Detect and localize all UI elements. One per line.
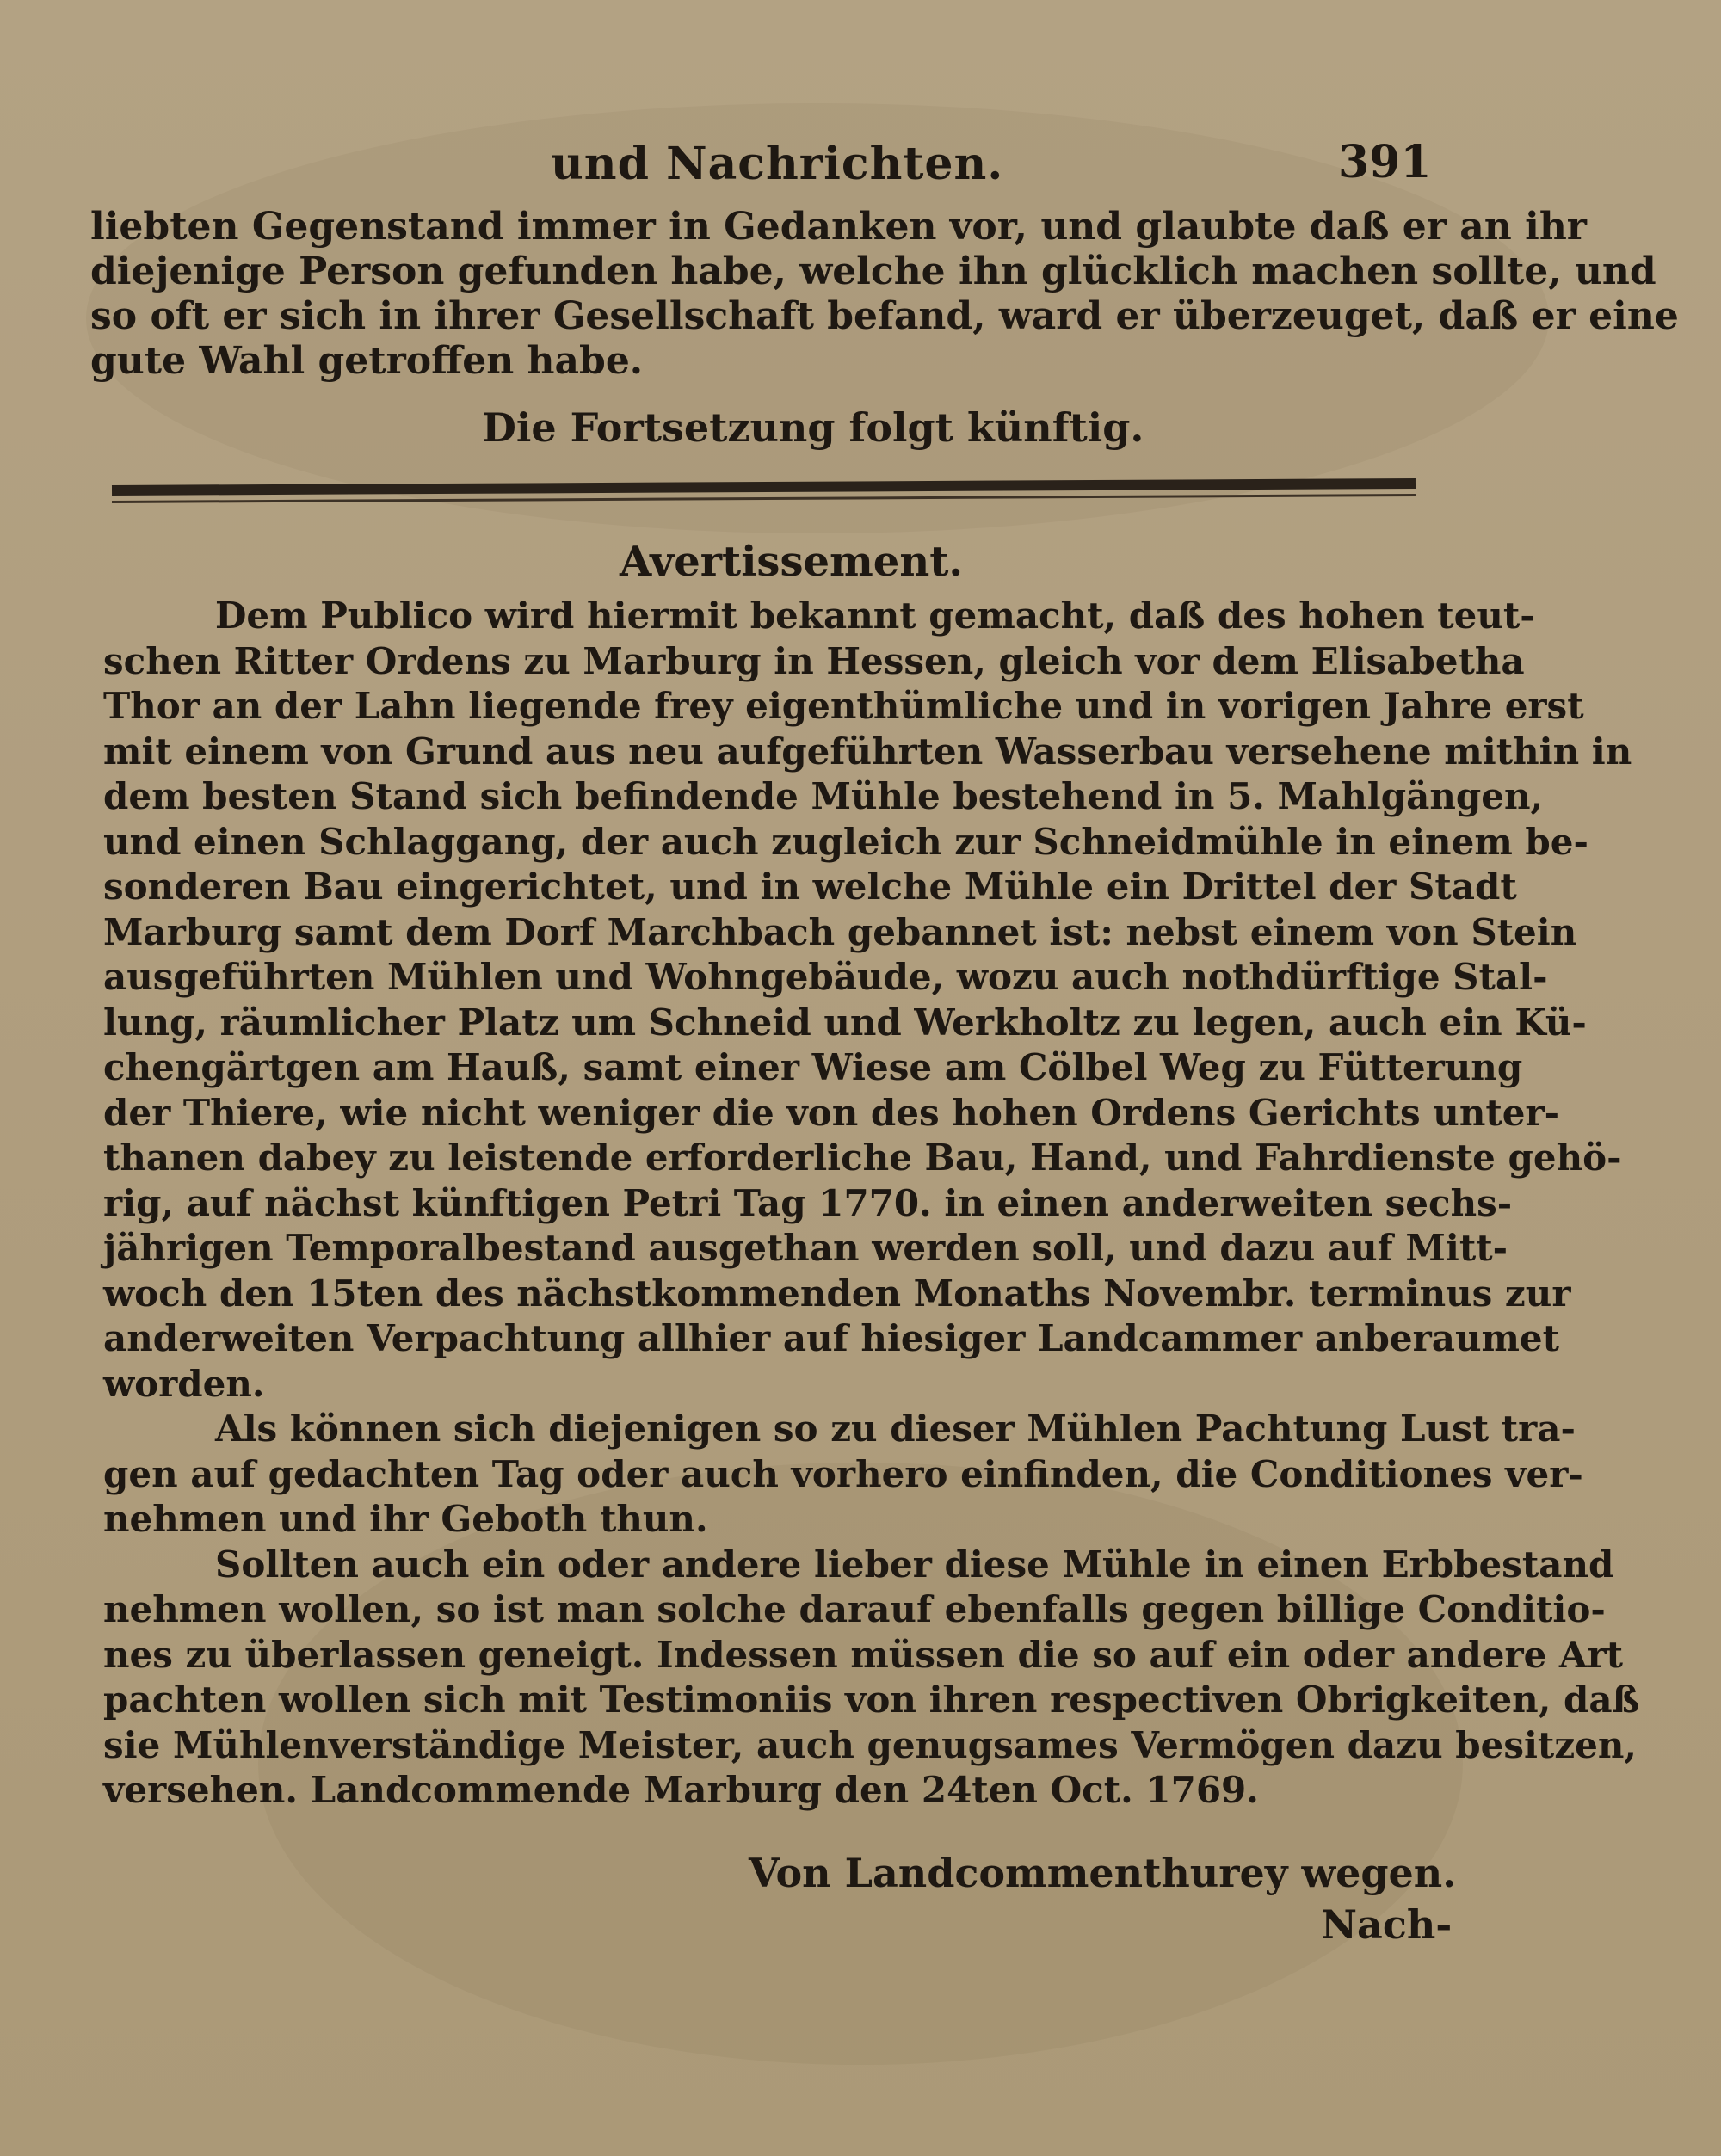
text-line: jährigen Temporalbestand ausgethan werden soll, und dazu auf Mitt-	[103, 1227, 1508, 1269]
text-line: rig, auf nächst künftigen Petri Tag 1770. in einen anderweiten sechs-	[103, 1181, 1513, 1224]
text-line: woch den 15ten des nächstkommenden Monaths Novembr. terminus zur	[103, 1272, 1571, 1315]
continued-note: Die Fortsetzung folgt künftig.	[482, 404, 1144, 451]
text-line: gen auf gedachten Tag oder auch vorhero einfinden, die Conditiones ver-	[103, 1452, 1583, 1495]
text-line: sonderen Bau eingerichtet, und in welche Mühle ein Drittel der Stadt	[103, 865, 1517, 908]
section-divider-thin	[112, 494, 1416, 503]
text-line: Marburg samt dem Dorf Marchbach gebannet ist: nebst einem von Stein	[103, 910, 1577, 953]
text-line: nehmen wollen, so ist man solche darauf ebenfalls gegen billige Conditio-	[103, 1588, 1606, 1630]
advert-heading: Avertissement.	[620, 538, 964, 586]
text-line: anderweiten Verpachtung allhier auf hiesiger Landcammer anberaumet	[103, 1317, 1560, 1359]
story-continuation	[90, 205, 1679, 384]
text-line: Thor an der Lahn liegende frey eigenthümliche und in vorigen Jahre erst	[103, 685, 1584, 727]
text-line: worden.	[103, 1362, 265, 1405]
advert-signature: Von Landcommenthurey wegen.	[749, 1850, 1457, 1896]
text-line: sie Mühlenverständige Meister, auch genugsames Vermögen dazu besitzen,	[103, 1723, 1638, 1766]
text-line: liebten Gegenstand immer in Gedanken vor, und glaubte daß er an ihr	[90, 205, 1587, 249]
text-line: Dem Publico wird hiermit bekannt gemacht, daß des hohen teut-	[215, 594, 1535, 637]
section-divider	[112, 478, 1416, 496]
text-line: pachten wollen sich mit Testimoniis von ihren respectiven Obrigkeiten, daß	[103, 1679, 1640, 1721]
text-line: diejenige Person gefunden habe, welche ihn glücklich machen sollte, und	[90, 249, 1656, 293]
text-line: thanen dabey zu leistende erforderliche Bau, Hand, und Fahrdienste gehö-	[103, 1137, 1622, 1179]
catchword: Nach-	[1321, 1901, 1453, 1948]
text-line: so oft er sich in ihrer Gesellschaft befand, ward er überzeuget, daß er eine	[90, 294, 1679, 338]
text-line: schen Ritter Ordens zu Marburg in Hessen, gleich vor dem Elisabetha	[103, 639, 1525, 682]
text-line: ausgeführten Mühlen und Wohngebäude, wozu auch nothdürftige Stal-	[103, 956, 1548, 998]
advert-body	[103, 594, 1640, 1814]
text-line: nes zu überlassen geneigt. Indessen müssen die so auf ein oder andere Art	[103, 1633, 1624, 1676]
text-line: chengärtgen am Hauß, samt einer Wiese am Cölbel Weg zu Fütterung	[103, 1046, 1523, 1088]
text-line: und einen Schlaggang, der auch zugleich zur Schneidmühle in einem be-	[103, 820, 1588, 863]
text-line: lung, räumlicher Platz um Schneid und Werkholtz zu legen, auch ein Kü-	[103, 1001, 1587, 1044]
running-head: und Nachrichten.	[551, 138, 1004, 190]
text-line: dem besten Stand sich befindende Mühle bestehend in 5. Mahlgängen,	[103, 775, 1544, 817]
text-line: mit einem von Grund aus neu aufgeführten Wasserbau versehene mithin in	[103, 730, 1632, 773]
text-line: nehmen und ihr Geboth thun.	[103, 1498, 708, 1540]
text-line: Sollten auch ein oder andere lieber diese Mühle in einen Erbbestand	[215, 1543, 1614, 1586]
text-line: gute Wahl getroffen habe.	[90, 339, 644, 383]
text-line: Als können sich diejenigen so zu dieser Mühlen Pachtung Lust tra-	[215, 1408, 1576, 1450]
text-line: versehen. Landcommende Marburg den 24ten Oct. 1769.	[103, 1769, 1259, 1811]
text-line: der Thiere, wie nicht weniger die von des hohen Ordens Gerichts unter-	[103, 1091, 1560, 1134]
page-number: 391	[1338, 136, 1432, 188]
